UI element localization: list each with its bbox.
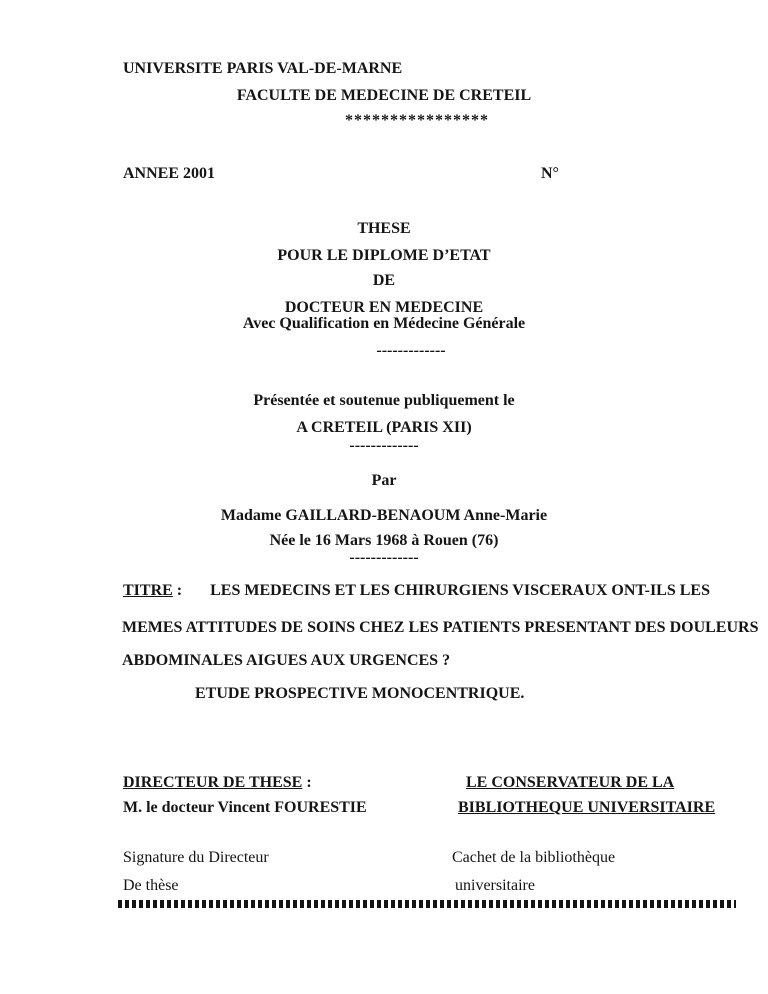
author-birth: Née le 16 Mars 1968 à Rouen (76) — [269, 532, 499, 549]
diploma-line: POUR LE DIPLOME D’ETAT — [277, 247, 491, 264]
dash-separator: ------------- — [349, 549, 419, 566]
qualification-line: Avec Qualification en Médecine Générale — [242, 315, 526, 332]
signature-caption-line-1: Signature du Directeur — [123, 849, 269, 866]
bottom-dotted-rule — [118, 900, 736, 908]
director-name: M. le docteur Vincent FOURESTIE — [123, 799, 367, 816]
title-line-1 — [123, 581, 710, 601]
title-line-2: MEMES ATTITUDES DE SOINS CHEZ LES PATIENTS PRESENTANT DES DOULEURS — [122, 619, 759, 636]
stamp-caption-line-2: universitaire — [455, 877, 535, 894]
thesis-heading: THESE — [357, 220, 411, 237]
presented-line: Présentée et soutenue publiquement le — [253, 392, 515, 409]
title-line-4: ETUDE PROSPECTIVE MONOCENTRIQUE. — [195, 685, 525, 702]
de-line: DE — [372, 272, 396, 289]
dash-separator: ------------- — [376, 342, 446, 359]
title-line-3: ABDOMINALES AIGUES AUX URGENCES ? — [122, 652, 451, 669]
faculty-name: FACULTE DE MEDECINE DE CRETEIL — [236, 87, 532, 104]
conservator-heading-line-1: LE CONSERVATEUR DE LA — [466, 774, 675, 791]
title-text-1: LES MEDECINS ET LES CHIRURGIENS VISCERAUX ONT-ILS LES — [210, 582, 710, 599]
director-heading-colon: : — [302, 774, 312, 791]
degree-line: DOCTEUR EN MEDECINE — [284, 299, 484, 316]
by-line: Par — [371, 472, 397, 489]
director-heading-text: DIRECTEUR DE THESE — [123, 774, 303, 791]
author-name: Madame GAILLARD-BENAOUM Anne-Marie — [220, 507, 548, 524]
title-label: TITRE — [123, 582, 173, 599]
university-name: UNIVERSITE PARIS VAL-DE-MARNE — [123, 60, 403, 77]
stars-separator: **************** — [345, 112, 489, 129]
dash-separator: ------------- — [349, 437, 419, 454]
year-label: ANNEE 2001 — [123, 165, 216, 182]
conservator-heading-line-2: BIBLIOTHEQUE UNIVERSITAIRE — [458, 799, 716, 816]
director-heading — [123, 773, 312, 793]
stamp-caption-line-1: Cachet de la bibliothèque — [452, 849, 616, 866]
defense-location: A CRETEIL (PARIS XII) — [296, 419, 472, 436]
signature-caption-line-2: De thèse — [123, 877, 179, 894]
thesis-number-label: N° — [541, 165, 559, 182]
title-label-colon: : — [172, 582, 183, 599]
